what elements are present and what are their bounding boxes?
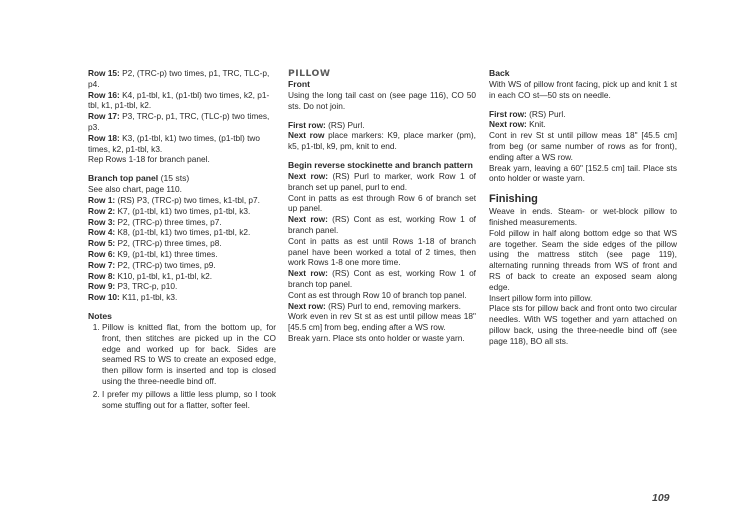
instruction-line: Next row: (RS) Purl to marker, work Row 1 of branch set up panel, purl to end.	[288, 170, 476, 192]
row-line: Row 17: P3, TRC-p, p1, TRC, (TLC-p) two times, p3.	[88, 111, 270, 132]
notes-list	[88, 322, 276, 410]
instruction-text: Cont in rev St st until pillow meas 18" [45.5 cm] from beg (or same number of rows as for front), ending after a WS row.	[489, 130, 677, 162]
instruction-line: Next row: (RS) Purl to end, removing markers.	[288, 300, 461, 311]
back-intro: With WS of pillow front facing, pick up and knit 1 st in each CO st—50 sts on needle.	[489, 79, 677, 100]
row-line: Row 6: K9, (p1-tbl, k1) three times.	[88, 248, 218, 259]
instruction-text: Weave in ends. Steam- or wet-block pillow to finished measurements.	[489, 206, 677, 227]
row-line: Row 15: P2, (TRC-p) two times, p1, TRC, TLC-p, p4.	[88, 68, 270, 89]
row-line: Row 4: K8, (p1-tbl, k1) two times, p1-tbl, k2.	[88, 227, 251, 238]
row-line: Row 9: P3, TRC-p, p10.	[88, 281, 178, 292]
right-column	[489, 68, 677, 347]
instruction-line: First row: (RS) Purl.	[489, 108, 566, 119]
instruction-text: Work even in rev St st as est until pillow meas 18" [45.5 cm] from beg, ending after a WS row.	[288, 311, 476, 333]
row-line: Row 10: K11, p1-tbl, k3.	[88, 292, 178, 303]
instruction-line: Next row: (RS) Cont as est, working Row 1 of branch top panel.	[288, 268, 476, 289]
begin-pattern-heading: Begin reverse stockinette and branch pattern	[288, 159, 473, 170]
front-heading: Front	[288, 79, 310, 89]
row-line: Row 8: K10, p1-tbl, k1, p1-tbl, k2.	[88, 270, 213, 281]
instruction-text: Cont in patts as est until Rows 1-18 of branch panel have been worked a total of 2 times, then work Rows 1-8 one more time.	[288, 235, 476, 268]
branch-top-panel-heading: Branch top panel (15 sts)	[88, 173, 190, 184]
instruction-text: Fold pillow in half along bottom edge so that WS are together. Seam the side edges of the pillow using the mattress stitch (see page 119), alternating running threads from WS of front and RS of back to create an exposed seam along edge.	[489, 227, 677, 292]
instruction-line: First row: (RS) Purl.	[288, 119, 365, 130]
row-line: Row 1: (RS) P3, (TRC-p) two times, k1-tbl, p7.	[88, 194, 260, 205]
notes-heading: Notes	[88, 310, 112, 321]
instruction-line: Next row place markers: K9, place marker (pm), k5, p1-tbl, k9, pm, knit to end.	[288, 130, 476, 152]
finishing-heading: Finishing	[489, 193, 538, 206]
repeat-note: Rep Rows 1-18 for branch panel.	[88, 154, 210, 165]
row-line: Row 18: K3, (p1-tbl, k1) two times, (p1-tbl) two times, k2, p1-tbl, k3.	[88, 132, 260, 154]
row-line: Row 2: K7, (p1-tbl, k1) two times, p1-tbl, k3.	[88, 205, 251, 216]
instruction-text: Break yarn, leaving a 60" [152.5 cm] tail. Place sts onto holder or waste yarn.	[489, 162, 677, 184]
see-also-line: See also chart, page 110.	[88, 184, 182, 195]
middle-column	[288, 68, 476, 344]
left-column	[88, 68, 276, 412]
row-line: Row 7: P2, (TRC-p) two times, p9.	[88, 259, 216, 270]
note-item: 2. I prefer my pillows a little less plump, so I took some stuffing out for a flatter, softer feel.	[102, 389, 276, 411]
instruction-text: Place sts for pillow back and front onto two circular needles. With WS together and yarn attached on pillow back, using the three-needle bind off (see page 118), BO all sts.	[489, 303, 677, 346]
row-line: Row 16: K4, p1-tbl, k1, (p1-tbl) two times, k2, p1-tbl, k1, p1-tbl, k2.	[88, 89, 270, 111]
note-item: 1. Pillow is knitted flat, from the bottom up, for front, then stitches are picked up in the CO edge and worked up for back. Sides are seamed RS to WS to create an exposed edge, then pillow form is inserted and top is closed using the three-needle bind off.	[102, 322, 276, 387]
rows-list-b	[88, 195, 276, 303]
rows-list-a	[88, 68, 276, 165]
pillow-section-title: PILLOW	[288, 68, 331, 79]
row-line: Row 5: P2, (TRC-p) three times, p8.	[88, 238, 222, 249]
instruction-text: Cont in patts as est through Row 6 of branch set up panel.	[288, 192, 476, 214]
instruction-text: Break yarn. Place sts onto holder or waste yarn.	[288, 332, 465, 343]
instruction-line: Next row: (RS) Cont as est, working Row 1 of branch panel.	[288, 214, 476, 235]
instruction-line: Next row: Knit.	[489, 119, 546, 130]
row-line: Row 3: P2, (TRC-p) three times, p7.	[88, 216, 222, 227]
instruction-text: Cont as est through Row 10 of branch top panel.	[288, 289, 467, 300]
front-intro: Using the long tail cast on (see page 116), CO 50 sts. Do not join.	[288, 90, 476, 111]
instruction-text: Insert pillow form into pillow.	[489, 292, 593, 303]
page-number: 109	[652, 492, 670, 504]
back-heading: Back	[489, 68, 510, 78]
